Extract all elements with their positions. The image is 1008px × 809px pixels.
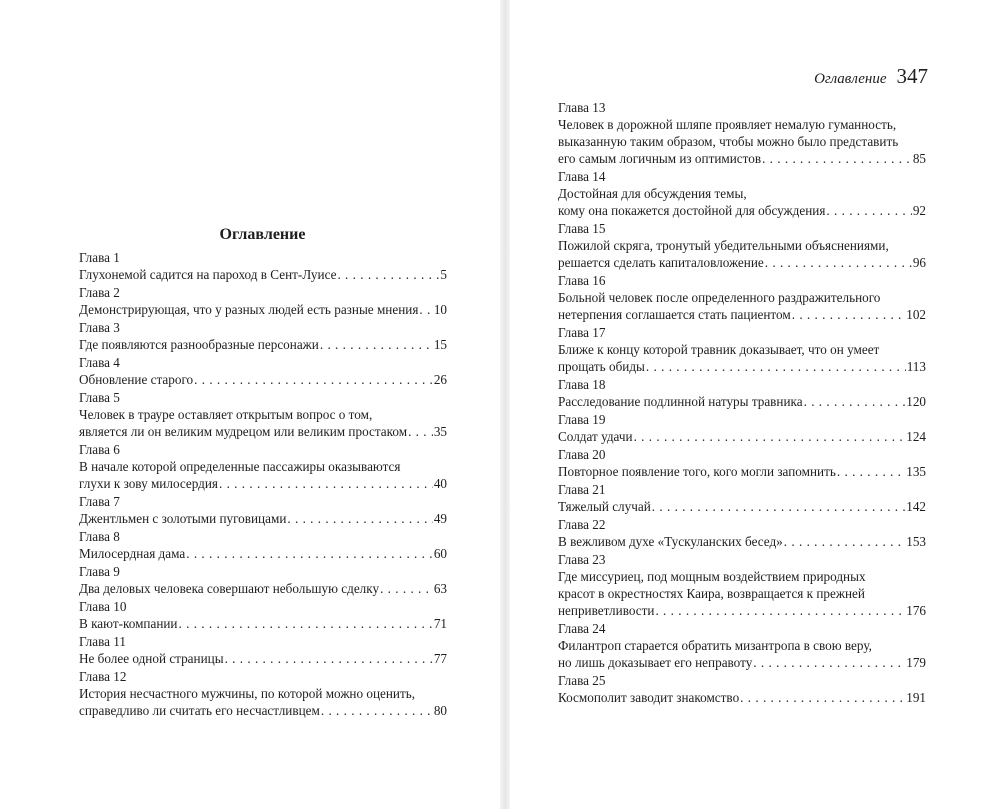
chapter-title-text: Джентльмен с золотыми пуговицами: [79, 511, 287, 526]
chapter-label: Глава 8: [79, 529, 120, 544]
dot-leader: [762, 150, 912, 167]
page-ref: 71: [433, 616, 447, 631]
page-ref: 26: [433, 372, 447, 387]
toc-title: Оглавление: [219, 226, 306, 243]
chapter-title-row: [79, 336, 447, 353]
toc-entry: [79, 633, 447, 667]
chapter-title-text: неприветливости: [558, 603, 655, 618]
chapter-label: Глава 25: [558, 673, 606, 688]
chapter-title-text: Не более одной страницы: [79, 651, 224, 666]
chapter-title-line: Где миссуриец, под мощным воздействием природных: [558, 569, 866, 584]
chapter-label: Глава 9: [79, 564, 120, 579]
dot-leader: [826, 202, 911, 219]
chapter-title-row: [79, 423, 447, 440]
toc-entry: [558, 411, 926, 445]
chapter-title-row: [558, 254, 926, 271]
chapter-title-text: кому она покажется достойной для обсуждения: [558, 203, 826, 218]
page-ref: 113: [906, 359, 926, 374]
chapter-label: Глава 17: [558, 325, 606, 340]
chapter-title-text: справедливо ли считать его несчастливцем: [79, 703, 320, 718]
dot-leader: [837, 463, 905, 480]
toc-entry: [79, 249, 447, 283]
dot-leader: [320, 336, 433, 353]
toc-entry: [79, 389, 447, 440]
page-number: 347: [896, 64, 928, 88]
chapter-title-line: Человек в трауре оставляет открытым вопрос о том,: [79, 407, 373, 422]
page-ref: 60: [433, 546, 447, 561]
chapter-title-text: Демонстрирующая, что у разных людей есть разные мнения: [79, 302, 419, 317]
chapter-title-line: История несчастного мужчины, по которой можно оценить,: [79, 686, 416, 701]
chapter-label: Глава 10: [79, 599, 127, 614]
toc-entry: [558, 446, 926, 480]
page-ref: 96: [912, 255, 926, 270]
toc-entry: [558, 620, 926, 671]
toc-entry: [558, 168, 926, 219]
page-ref: 120: [906, 394, 926, 409]
chapter-label: Глава 7: [79, 494, 120, 509]
chapter-label: Глава 1: [79, 250, 120, 265]
chapter-title-row: [558, 358, 926, 375]
page-ref: 85: [912, 151, 926, 166]
chapter-label: Глава 14: [558, 169, 606, 184]
page-ref: 191: [906, 690, 926, 705]
dot-leader: [219, 475, 433, 492]
chapter-label: Глава 19: [558, 412, 606, 427]
chapter-title-text: прощать обиды: [558, 359, 645, 374]
chapter-title-row: [558, 498, 926, 515]
toc-entry: [558, 272, 926, 323]
chapter-title-line: Филантроп старается обратить мизантропа в свою веру,: [558, 638, 872, 653]
chapter-title-row: [79, 702, 447, 719]
chapter-title-row: [558, 602, 926, 619]
page-ref: 135: [906, 464, 926, 479]
chapter-title-text: В вежливом духе «Тускуланских бесед»: [558, 534, 783, 549]
toc-entry: [558, 99, 926, 167]
left-page: [0, 0, 500, 809]
chapter-title-row: [558, 306, 926, 323]
dot-leader: [740, 689, 905, 706]
toc-entry: [79, 668, 447, 719]
dot-leader: [652, 498, 905, 515]
chapter-label: Глава 4: [79, 355, 120, 370]
chapter-title-line: Человек в дорожной шляпе проявляет немалую гуманность,: [558, 117, 897, 132]
chapter-title-text: Повторное появление того, кого могли запомнить: [558, 464, 836, 479]
toc-entry: [558, 672, 926, 706]
dot-leader: [194, 371, 433, 388]
running-head: [814, 64, 928, 89]
dot-leader: [634, 428, 906, 445]
running-head-title: Оглавление: [814, 71, 887, 87]
chapter-title-row: [79, 475, 447, 492]
dot-leader: [646, 358, 906, 375]
chapter-label: Глава 23: [558, 552, 606, 567]
page-ref: 102: [906, 307, 926, 322]
chapter-label: Глава 5: [79, 390, 120, 405]
toc-entry: [558, 516, 926, 550]
page-ref: 153: [906, 534, 926, 549]
dot-leader: [753, 654, 905, 671]
page-ref: 35: [433, 424, 447, 439]
toc-entry: [558, 220, 926, 271]
chapter-title-line: Ближе к концу которой травник доказывает, что он умеет: [558, 342, 880, 357]
dot-leader: [804, 393, 906, 410]
chapter-title-row: [79, 510, 447, 527]
page-ref: 176: [906, 603, 926, 618]
chapter-title-line: Больной человек после определенного раздражительного: [558, 290, 881, 305]
chapter-title-row: [79, 580, 447, 597]
chapter-label: Глава 6: [79, 442, 120, 457]
chapter-title-text: Два деловых человека совершают небольшую сделку: [79, 581, 380, 596]
right-page: [510, 0, 1008, 809]
dot-leader: [655, 602, 905, 619]
chapter-title-row: [558, 202, 926, 219]
chapter-title-text: решается сделать капиталовложение: [558, 255, 764, 270]
chapter-label: Глава 2: [79, 285, 120, 300]
chapter-title-row: [558, 393, 926, 410]
dot-leader: [792, 306, 906, 323]
chapter-title-row: [558, 689, 926, 706]
toc-entry: [558, 481, 926, 515]
chapter-title-row: [558, 654, 926, 671]
toc-entry: [558, 376, 926, 410]
toc-list-right: [558, 99, 926, 707]
dot-leader: [765, 254, 912, 271]
dot-leader: [186, 545, 433, 562]
chapter-title-line: красот в окрестностях Каира, возвращается к прежней: [558, 586, 865, 601]
dot-leader: [784, 533, 905, 550]
dot-leader: [225, 650, 433, 667]
chapter-title-row: [79, 650, 447, 667]
page-ref: 80: [433, 703, 447, 718]
book-gutter: [500, 0, 510, 809]
chapter-title-row: [558, 428, 926, 445]
page-ref: 49: [433, 511, 447, 526]
chapter-title-row: [79, 615, 447, 632]
toc-entry: [79, 284, 447, 318]
chapter-title-text: В кают-компании: [79, 616, 178, 631]
chapter-title-row: [558, 463, 926, 480]
chapter-title-text: глухи к зову милосердия: [79, 476, 218, 491]
chapter-title-text: является ли он великим мудрецом или великим простаком: [79, 424, 408, 439]
chapter-title-text: его самым логичным из оптимистов: [558, 151, 762, 166]
toc-entry: [79, 598, 447, 632]
page-ref: 10: [433, 302, 447, 317]
chapter-title-row: [79, 371, 447, 388]
chapter-title-row: [79, 545, 447, 562]
toc-entry: [558, 324, 926, 375]
chapter-title-line: Достойная для обсуждения темы,: [558, 186, 747, 201]
dot-leader: [179, 615, 433, 632]
chapter-label: Глава 20: [558, 447, 606, 462]
dot-leader: [408, 423, 433, 440]
page-ref: 124: [906, 429, 926, 444]
toc-entry: [79, 563, 447, 597]
toc-entry: [79, 493, 447, 527]
chapter-title-text: Космополит заводит знакомство: [558, 690, 740, 705]
page-ref: 142: [906, 499, 926, 514]
chapter-title-line: В начале которой определенные пассажиры оказываются: [79, 459, 401, 474]
toc-entry: [79, 441, 447, 492]
chapter-label: Глава 18: [558, 377, 606, 392]
chapter-label: Глава 15: [558, 221, 606, 236]
chapter-title-text: Где появляются разнообразные персонажи: [79, 337, 319, 352]
chapter-label: Глава 21: [558, 482, 606, 497]
toc-entry: [558, 551, 926, 619]
chapter-label: Глава 22: [558, 517, 606, 532]
chapter-title-row: [79, 301, 447, 318]
chapter-title-text: нетерпения соглашается стать пациентом: [558, 307, 791, 322]
dot-leader: [337, 266, 439, 283]
page-ref: 40: [433, 476, 447, 491]
page-ref: 5: [440, 267, 447, 282]
toc-entry: [79, 354, 447, 388]
toc-entry: [79, 528, 447, 562]
chapter-title-row: [79, 266, 447, 283]
chapter-label: Глава 24: [558, 621, 606, 636]
chapter-title-line: Пожилой скряга, тронутый убедительными объяснениями,: [558, 238, 889, 253]
chapter-title-row: [558, 533, 926, 550]
page-ref: 15: [433, 337, 447, 352]
chapter-label: Глава 13: [558, 100, 606, 115]
chapter-label: Глава 11: [79, 634, 126, 649]
dot-leader: [419, 301, 432, 318]
chapter-title-text: Тяжелый случай: [558, 499, 651, 514]
chapter-title-line: выказанную таким образом, чтобы можно было представить: [558, 134, 899, 149]
chapter-title-text: но лишь доказывает его неправоту: [558, 655, 753, 670]
chapter-title-text: Солдат удачи: [558, 429, 633, 444]
page-ref: 92: [912, 203, 926, 218]
page-ref: 179: [906, 655, 926, 670]
chapter-label: Глава 12: [79, 669, 127, 684]
toc-list-left: [79, 249, 447, 720]
dot-leader: [287, 510, 432, 527]
dot-leader: [321, 702, 433, 719]
page-ref: 63: [433, 581, 447, 596]
chapter-title-text: Расследование подлинной натуры травника: [558, 394, 803, 409]
chapter-title-text: Милосердная дама: [79, 546, 186, 561]
page-ref: 77: [433, 651, 447, 666]
toc-entry: [79, 319, 447, 353]
chapter-title-text: Обновление старого: [79, 372, 194, 387]
chapter-label: Глава 3: [79, 320, 120, 335]
chapter-label: Глава 16: [558, 273, 606, 288]
chapter-title-row: [558, 150, 926, 167]
chapter-title-text: Глухонемой садится на пароход в Сент-Луисе: [79, 267, 337, 282]
dot-leader: [380, 580, 433, 597]
